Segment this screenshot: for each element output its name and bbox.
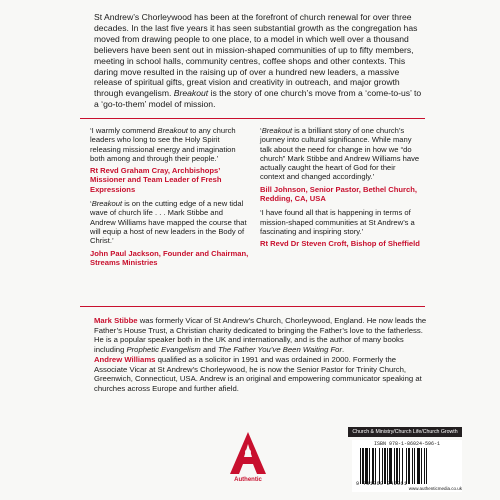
barcode-stripe — [406, 448, 407, 484]
barcode-stripe — [421, 448, 422, 484]
barcode-block — [352, 440, 462, 492]
bio-andrew-williams: Andrew Williams qualified as a solicitor in 1991 and was ordained in 2000. Formerly the Associate Vicar at St Andrew’s Chorleywood, he is now the Senior Pastor for Trinity Church, Greenwich, Connecticut, USA. Andrew is an original and empowering communicator speaking at churches across Europe and further afield. — [94, 354, 422, 393]
barcode-stripe — [365, 448, 368, 484]
endorsement-attribution: John Paul Jackson, Founder and Chairman, Streams Ministries — [90, 248, 249, 267]
barcode-stripe — [414, 448, 415, 484]
barcode-stripe — [396, 448, 398, 484]
endorsements-right-column — [260, 126, 420, 298]
barcode-stripe — [384, 448, 386, 484]
barcode — [360, 448, 456, 484]
barcode-stripe — [412, 448, 413, 484]
barcode-stripe — [369, 448, 370, 484]
endorsement-quote: ‘Breakout is on the cutting edge of a new tidal wave of church life . . . Mark Stibbe and Andrew Williams have mapped the course that will equip a host of new leaders in the Body of Christ.’ — [90, 199, 247, 246]
barcode-stripe — [408, 448, 410, 484]
authentic-logo-mark — [226, 430, 270, 478]
barcode-stripe — [426, 448, 427, 484]
barcode-stripe — [417, 448, 420, 484]
endorsement-attribution: Rt Revd Dr Steven Croft, Bishop of Sheffield — [260, 239, 420, 249]
barcode-stripe — [399, 448, 400, 484]
divider-bottom — [80, 306, 425, 307]
isbn-text: ISBN 978-1-86024-596-1 — [374, 441, 441, 447]
blurb-main-text: St Andrew’s Chorleywood has been at the forefront of church renewal for over three decades. In the last five years it has seen substantial growth as the congregation has moved from drawing people to one place, to a model in which well over a thousand believers have been sent out in mission-shaped communities of up to fifty members, meeting in school halls, community centres, coffee shops and other contexts. This daring move resulted in the raising up of over a hundred new leaders, a massive release of spiritual gifts, great vision and creativity in outreach, and major growth through evangelism. — [94, 12, 418, 99]
barcode-stripe — [362, 448, 364, 484]
barcode-stripe — [382, 448, 383, 484]
endorsements — [90, 126, 420, 298]
blurb-tail-text: is the story of one church’s move from a ‘come-to-us’ to a ‘go-to-them’ model of mission. — [94, 88, 422, 110]
barcode-stripe — [375, 448, 376, 484]
barcode-stripe — [394, 448, 395, 484]
bio-mark-stibbe: Mark Stibbe was formerly Vicar of St Andrew’s Church, Chorleywood, England. He now leads the Father’s House Trust, a Christian charity dedicated to bringing the Father’s love to the fatherless. He is a popular speaker both in the UK and internationally, and is the author of many books including Prophetic Evangelism and The Father You’ve Been Waiting For. — [94, 316, 427, 355]
publisher-website: www.authenticmedia.co.uk — [408, 486, 462, 491]
barcode-stripe — [389, 448, 392, 484]
authentic-logo — [226, 430, 270, 490]
barcode-stripe — [387, 448, 388, 484]
endorsement-quote: ‘I have found all that is happening in terms of mission-shaped communities at St Andrew’s a fascinating and inspiring story.’ — [260, 208, 415, 236]
endorsements-left-column — [90, 126, 250, 298]
barcode-stripe — [372, 448, 374, 484]
barcode-stripe — [424, 448, 425, 484]
endorsement-quote: ‘Breakout is a brilliant story of one church’s journey into cultural significance. While many talk about the need for change in how we “do church” Mark Stibbe and Andrew Williams have actually caught the heart of God for their context and changed accordingly.’ — [260, 126, 420, 182]
divider-top — [80, 118, 425, 119]
authentic-logo-wordmark: Authentic — [234, 477, 262, 483]
barcode-digits: 9 781860 245961 — [356, 481, 408, 487]
book-blurb — [94, 12, 422, 110]
endorsement-attribution: Bill Johnson, Senior Pastor, Bethel Church, Redding, CA, USA — [260, 184, 417, 204]
barcode-stripe — [402, 448, 403, 484]
category-label: Church & Ministry/Church Life/Church Growth — [348, 427, 462, 437]
blurb-book-title: Breakout — [173, 88, 209, 99]
barcode-stripe — [360, 448, 361, 484]
endorsement-quote: ‘I warmly commend Breakout to any church leaders who long to see the Holy Spirit releasing missional energy and imagination both among and through their people.’ — [90, 126, 236, 163]
endorsement-attribution: Rt Revd Graham Cray, Archbishops’ Missioner and Team Leader of Fresh Expressions — [90, 166, 222, 194]
author-bios — [94, 316, 428, 394]
barcode-stripe — [379, 448, 380, 484]
